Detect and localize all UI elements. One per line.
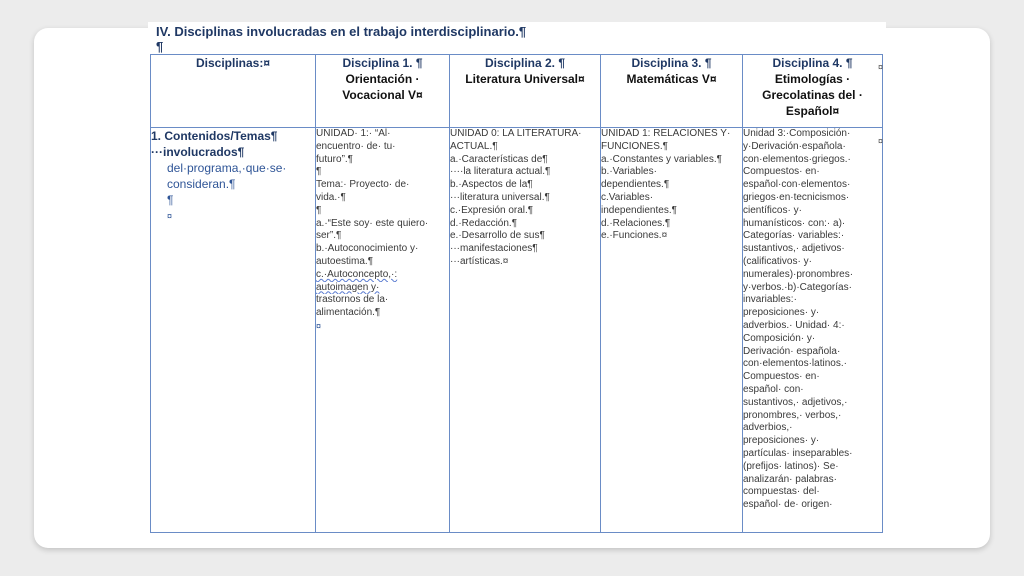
content-line: español· con· — [743, 383, 804, 395]
content-line: partículas· inseparables· — [743, 447, 853, 459]
header-cell-discipline-3 — [601, 55, 743, 128]
header-cell-discipline-1 — [316, 55, 450, 128]
content-line: Compuestos· en· — [743, 166, 820, 178]
content-line: compuestas· del· — [743, 486, 820, 498]
content-line: ···artísticas.¤ — [450, 255, 509, 267]
row-label-title: 1. Contenidos/Temas¶ — [151, 129, 278, 143]
content-cell-discipline-2 — [450, 128, 601, 533]
content-line: Composición· y· — [743, 332, 816, 344]
content-line: d.·Redacción.¶ — [450, 217, 518, 229]
row-end-mark: ¤ — [878, 136, 884, 146]
header-discipline-number: Disciplina 4. ¶ — [772, 56, 853, 70]
content-line: a.·Constantes y variables.¶ — [601, 153, 722, 165]
header-label: Disciplinas:¤ — [195, 56, 271, 70]
section-heading: IV. Disciplinas involucradas en el trabajo interdisciplinario.¶ — [156, 24, 527, 39]
content-line: con·elementos·latinos.· — [743, 358, 847, 370]
content-line: ser”.¶ — [316, 230, 342, 242]
header-discipline-name: Grecolatinas del · — [762, 88, 863, 102]
content-line: humanísticos· con:· a)· — [743, 217, 846, 229]
content-cell-discipline-1 — [316, 128, 450, 533]
content-line: analizarán· palabras· — [743, 473, 837, 485]
header-discipline-name: Español¤ — [785, 104, 840, 118]
row-label-text: del·programa,·que·se· — [167, 161, 287, 175]
content-line: preposiciones· y· — [743, 307, 820, 319]
content-line: con·elementos·griegos.· — [743, 153, 851, 165]
header-cell-discipline-4 — [743, 55, 883, 128]
cell-end-mark: ¤ — [167, 211, 173, 221]
content-line: ···manifestaciones¶ — [450, 243, 538, 255]
content-line: invariables:· — [743, 294, 797, 306]
content-line: b.·Autoconocimiento y· — [316, 243, 419, 255]
header-discipline-number: Disciplina 1. ¶ — [342, 56, 423, 70]
content-line: c.Variables· — [601, 191, 654, 203]
content-line: FUNCIONES.¶ — [601, 140, 669, 152]
content-line: c.·Autoconcepto,·: — [316, 268, 398, 280]
content-line: ACTUAL.¶ — [450, 140, 498, 152]
content-line: e.·Desarrollo de sus¶ — [450, 230, 545, 242]
content-line: a.·“Este soy· este quiero· — [316, 217, 429, 229]
content-line: español·con·elementos· — [743, 179, 851, 191]
document-page — [148, 22, 886, 534]
row-label-cell — [151, 128, 316, 533]
content-line: d.·Relaciones.¶ — [601, 217, 671, 229]
content-line: y·Derivación·española· — [743, 140, 846, 152]
content-line: (prefijos· latinos)· Se· — [743, 460, 839, 472]
content-line: futuro”.¶ — [316, 153, 354, 165]
content-cell-discipline-4 — [743, 128, 883, 533]
header-discipline-number: Disciplina 2. ¶ — [484, 56, 566, 70]
content-cell-discipline-3 — [601, 128, 743, 533]
content-line: griegos·en·tecnicismos· — [743, 191, 850, 203]
content-line: e.·Funciones.¤ — [601, 230, 668, 242]
header-cell-disciplinas — [151, 55, 316, 128]
content-line: independientes.¶ — [601, 204, 677, 216]
disciplines-table — [150, 54, 883, 533]
heading-pilcrow: ¶ — [156, 39, 164, 54]
content-line: ¶ — [316, 204, 322, 216]
content-line: pronombres,· verbos,· — [743, 409, 842, 421]
header-discipline-name: Vocacional V¤ — [342, 88, 423, 102]
content-line: ¶ — [316, 166, 322, 178]
row-end-mark: ¤ — [878, 62, 884, 72]
content-line: UNIDAD 1: RELACIONES Y· — [601, 128, 731, 139]
content-line: dependientes.¶ — [601, 179, 670, 191]
content-line: preposiciones· y· — [743, 435, 820, 447]
content-line: adverbios.· Unidad· 4:· — [743, 319, 845, 331]
content-line: vida.·¶ — [316, 191, 346, 203]
content-line: ···literatura universal.¶ — [450, 191, 550, 203]
content-line: autoimagen y· — [316, 281, 380, 293]
row-label-text: ¶ — [167, 193, 174, 207]
header-discipline-name: Matemáticas V¤ — [626, 72, 717, 86]
content-line: (calificativos· y· — [743, 255, 812, 267]
content-line: numerales)·pronombres· — [743, 268, 854, 280]
table-row — [151, 128, 883, 533]
content-line: alimentación.¶ — [316, 307, 381, 319]
header-discipline-name: Etimologías · — [774, 72, 851, 86]
content-line: autoestima.¶ — [316, 255, 374, 267]
header-discipline-name: Literatura Universal¤ — [465, 72, 585, 86]
content-line: a.·Características de¶ — [450, 153, 548, 165]
content-line: Derivación· española· — [743, 345, 841, 357]
cell-end-mark: ¤ — [316, 320, 322, 331]
row-label-title: ···involucrados¶ — [151, 145, 245, 159]
content-line: Tema:· Proyecto· de· — [316, 179, 410, 191]
table-header-row — [151, 55, 883, 128]
header-discipline-name: Orientación · — [345, 72, 420, 86]
header-cell-discipline-2 — [450, 55, 601, 128]
content-line: Unidad 3:·Composición· — [743, 128, 851, 139]
content-line: trastornos de la· — [316, 294, 389, 306]
content-line: Categorías· variables:· — [743, 230, 845, 242]
content-line: UNIDAD 0: LA LITERATURA· — [450, 128, 582, 139]
content-line: b.·Aspectos de la¶ — [450, 179, 533, 191]
content-line: Compuestos· en· — [743, 371, 820, 383]
content-line: sustantivos,· adjetivos,· — [743, 396, 848, 408]
content-line: c.·Expresión oral.¶ — [450, 204, 534, 216]
content-line: y·verbos.·b)·Categorías· — [743, 281, 852, 293]
row-label-text: consideran.¶ — [167, 177, 236, 191]
content-line: español· de· origen· — [743, 499, 833, 511]
content-line: adverbios,· — [743, 422, 793, 434]
content-line: ····la literatura actual.¶ — [450, 166, 551, 178]
content-line: sustantivos,· adjetivos· — [743, 243, 845, 255]
header-discipline-number: Disciplina 3. ¶ — [631, 56, 712, 70]
content-line: UNIDAD· 1:· “Al· — [316, 128, 391, 139]
content-line: científicos· y· — [743, 204, 802, 216]
content-line: b.·Variables· — [601, 166, 657, 178]
content-line: encuentro· de· tu· — [316, 140, 396, 152]
